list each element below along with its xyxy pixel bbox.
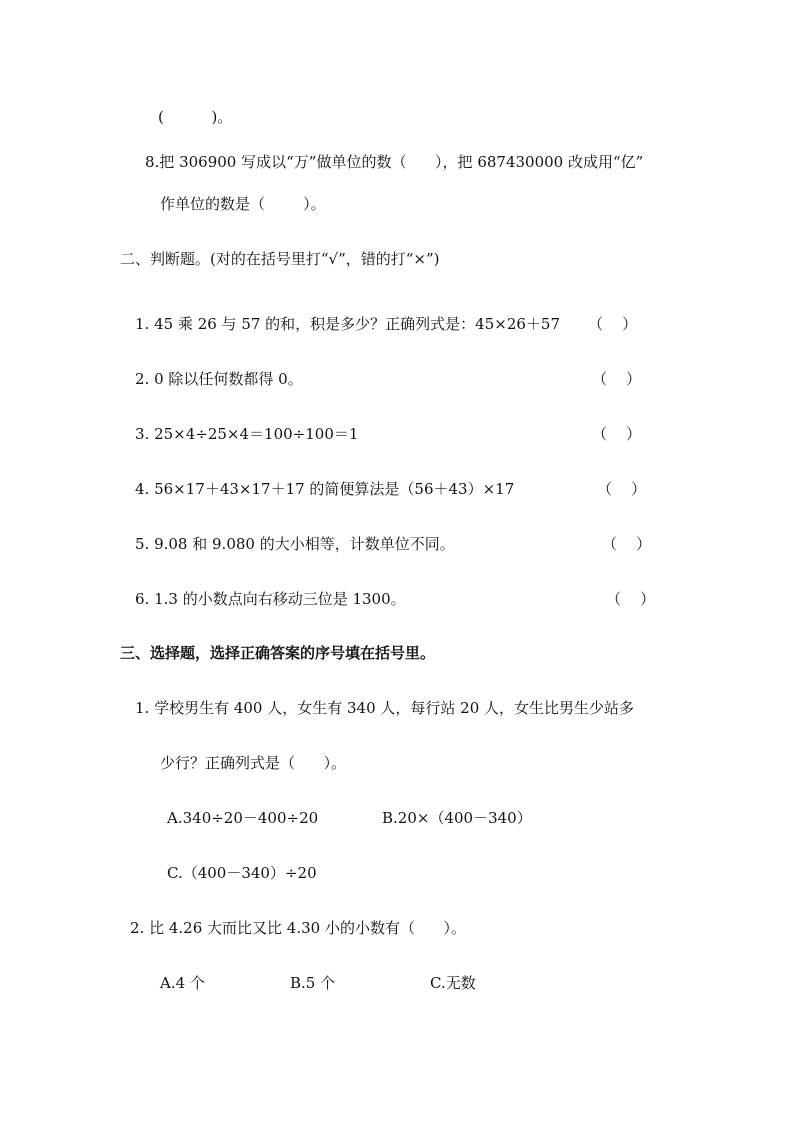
judge-blank-5: （ ） bbox=[602, 535, 652, 553]
judge-item-3: 3. 25×4÷25×4＝100÷100＝1 bbox=[135, 425, 359, 443]
judge-blank-2: （ ） bbox=[592, 370, 642, 388]
section2-heading: 二、判断题。(对的在括号里打“√”，错的打“×”) bbox=[120, 250, 440, 268]
choice-q2-option-b: B.5 个 bbox=[290, 974, 336, 992]
judge-blank-4: （ ） bbox=[597, 480, 647, 498]
judge-blank-6: （ ） bbox=[606, 590, 656, 608]
judge-blank-3: （ ） bbox=[592, 425, 642, 443]
q7-answer-blank: ( )。 bbox=[158, 108, 233, 126]
choice-q2-option-a: A.4 个 bbox=[160, 974, 205, 992]
choice-q1-option-a: A.340÷20－400÷20 bbox=[167, 809, 319, 827]
judge-item-5: 5. 9.08 和 9.080 的大小相等，计数单位不同。 bbox=[135, 535, 455, 553]
judge-item-6: 6. 1.3 的小数点向右移动三位是 1300。 bbox=[135, 590, 406, 608]
choice-q1-option-b: B.20×（400－340） bbox=[382, 809, 532, 827]
choice-q1-line2: 少行？正确列式是（ ）。 bbox=[160, 754, 347, 772]
section3-heading: 三、选择题，选择正确答案的序号填在括号里。 bbox=[120, 644, 436, 662]
choice-q1-line1: 1. 学校男生有 400 人，女生有 340 人，每行站 20 人，女生比男生少站多 bbox=[135, 699, 635, 717]
judge-item-1: 1. 45 乘 26 与 57 的和，积是多少？正确列式是：45×26＋57 bbox=[135, 315, 561, 333]
judge-item-2: 2. 0 除以任何数都得 0。 bbox=[135, 370, 303, 388]
choice-q2-option-c: C.无数 bbox=[430, 974, 476, 992]
q8-line1: 8.把 306900 写成以“万”做单位的数（ ），把 687430000 改成用“亿” bbox=[145, 153, 644, 171]
choice-q2-line: 2. 比 4.26 大而比又比 4.30 小的小数有（ ）。 bbox=[130, 919, 467, 937]
judge-item-4: 4. 56×17＋43×17＋17 的简便算法是（56＋43）×17 bbox=[135, 480, 515, 498]
q8-line2: 作单位的数是（ ）。 bbox=[160, 195, 326, 213]
choice-q1-option-c: C.（400－340）÷20 bbox=[167, 864, 317, 882]
judge-blank-1: （ ） bbox=[588, 315, 638, 333]
